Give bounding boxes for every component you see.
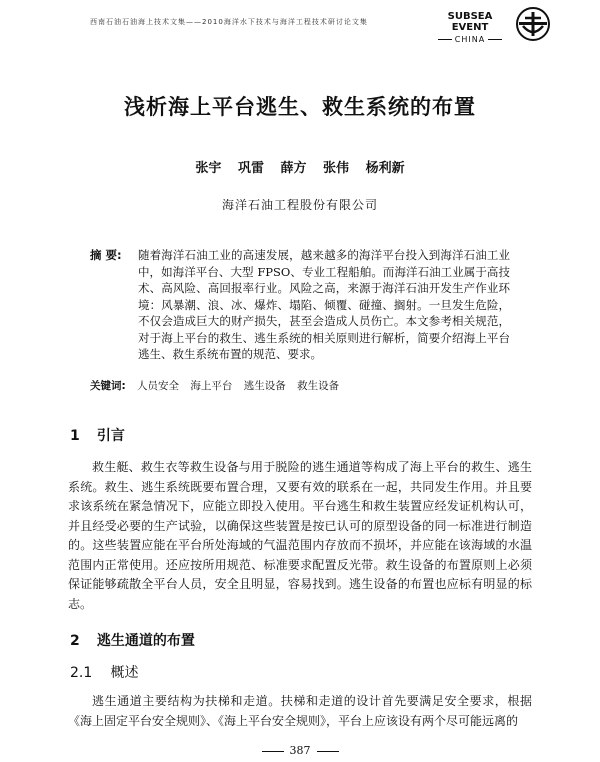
section-number: 2.1	[70, 665, 93, 681]
author-name: 巩雷	[237, 161, 264, 176]
keyword: 逃生设备	[243, 380, 286, 392]
keyword: 人员安全	[137, 380, 180, 392]
subsea-anchor-emblem-icon	[515, 6, 551, 42]
page-number: 387	[0, 744, 600, 757]
section-heading-2	[70, 630, 195, 650]
affiliation: 海洋石油工程股份有限公司	[221, 198, 378, 212]
abstract-label: 摘 要:	[90, 248, 122, 262]
logo-line1: SUBSEA EVENT	[447, 11, 493, 33]
logo-line2: CHINA	[430, 35, 510, 44]
section-title: 引言	[96, 428, 125, 444]
subsection-heading-2-1	[70, 662, 138, 682]
section-number: 2	[70, 633, 80, 649]
section-heading-1	[70, 425, 125, 445]
keyword: 海上平台	[190, 380, 233, 392]
author-name: 杨利新	[365, 161, 405, 176]
running-head: 西南石油石油海上技术文集——2010海洋水下技术与海洋工程技术研讨论文集	[90, 18, 368, 26]
author-name: 薛方	[280, 161, 307, 176]
section-number: 1	[70, 428, 80, 444]
keywords	[90, 378, 510, 393]
author-name: 张伟	[323, 161, 350, 176]
keyword: 救生设备	[297, 380, 340, 392]
author-list	[0, 157, 600, 176]
section-title: 概述	[110, 665, 139, 681]
author-name: 张宇	[195, 161, 222, 176]
intro-paragraph: 救生艇、救生衣等救生设备与用于脱险的逃生通道等构成了海上平台的救生、逃生系统。救生、逃生系统既要布置合理，又要有效的联系在一起，共同发生作用。并且要求该系统在紧急情况下，应能立即投入使用。平台逃生和救生装置应经发证机构认可，并且经受必要的生产试验，以确保这些装置是按已认可的原型设备的同一标准进行制造的。这些装置应能在平台所处海域的气温范围内存放而不损坏，并应能在该海域的水温范围内正常使用。还应按所用规范、标准要求配置反光带。救生设备的布置原则上必须保证能够疏散全平台人员，安全且明显，容易找到。逃生设备的布置也应标有明显的标志。	[68, 460, 532, 611]
abstract	[90, 247, 510, 363]
paper-title: 浅析海上平台逃生、救生系统的布置	[124, 95, 476, 119]
section-title: 逃生通道的布置	[96, 633, 195, 649]
overview-paragraph: 逃生通道主要结构为扶梯和走道。扶梯和走道的设计首先要满足安全要求，根据《海上固定平台安全规则》、《海上平台安全规则》，平台上应该设有两个尽可能远离的	[68, 694, 532, 728]
subsea-event-logo	[430, 11, 510, 44]
abstract-text: 随着海洋石油工业的高速发展，越来越多的海洋平台投入到海洋石油工业中，如海洋平台、大型 FPSO、专业工程船舶。而海洋石油工业属于高技术、高风险、高回报率行业。风险之高，来源于海洋石油开发生产作业环境：风暴潮、浪、冰、爆炸、塌陷、倾覆、碰撞、搁射。一旦发生危险，不仅会造成巨大的财产损失，甚至会造成人员伤亡。本文参考相关规范，对于海上平台的救生、逃生系统的相关原则进行解析，简要介绍海上平台逃生、救生系统布置的规范、要求。	[138, 248, 510, 361]
keywords-label: 关键词:	[90, 380, 126, 392]
